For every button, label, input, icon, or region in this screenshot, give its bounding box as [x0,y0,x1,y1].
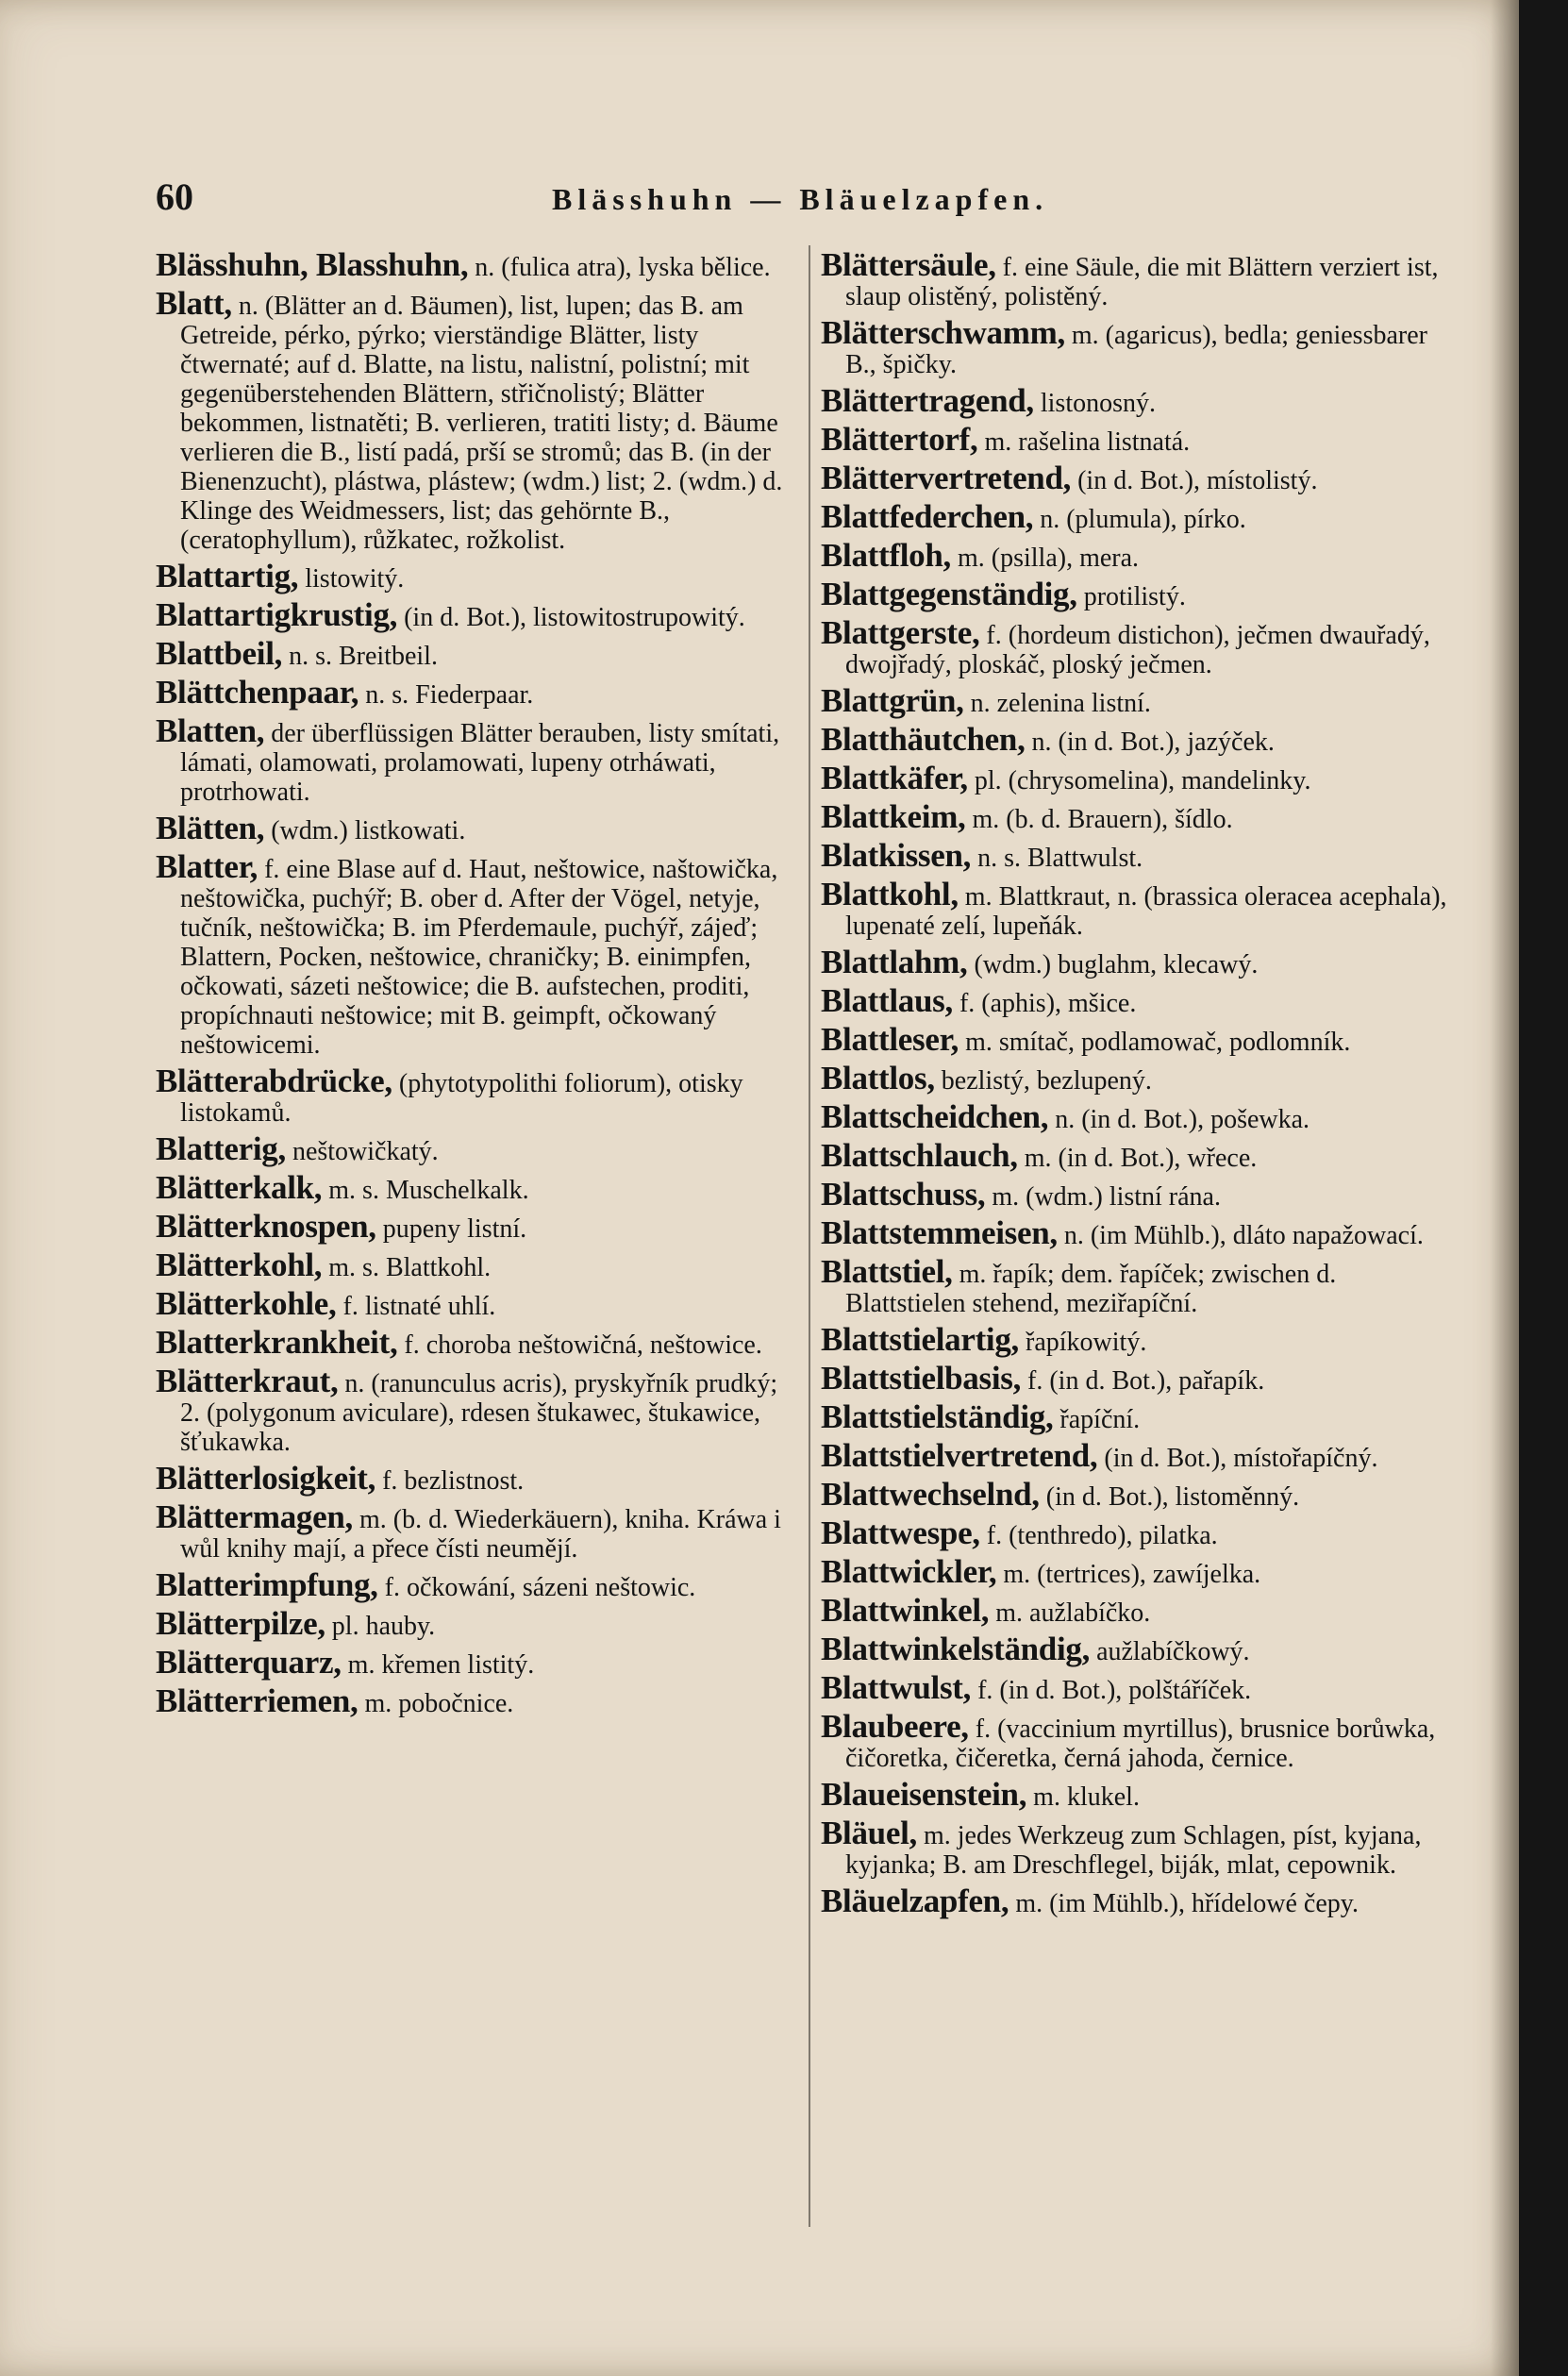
entry-headword: Blatterig, [156,1130,286,1167]
entry-definition: f. (in d. Bot.), polštáříček. [977,1676,1252,1705]
entry-headword: Blaubeere, [821,1708,969,1745]
entry-definition: f. (hordeum distichon), ječmen dwauřadý, dwojřadý, ploskáč, ploský ječmen. [845,621,1430,679]
entry-definition: m. řapík; dem. řapíček; zwischen d. Blattstielen stehend, meziřapíční. [845,1260,1337,1318]
dictionary-entry [821,1060,1462,1096]
entry-definition: m. Blattkraut, n. (brassica oleracea acephala), lupenaté zelí, lupeňák. [845,882,1447,941]
entry-headword: Blattstiel, [821,1253,953,1290]
dictionary-entry [156,810,797,846]
entry-headword: Blattkeim, [821,798,966,835]
dictionary-entry [821,1176,1462,1213]
entry-headword: Blättertragend, [821,382,1034,419]
entry-headword: Blattstielbasis, [821,1360,1022,1397]
entry-headword: Blattartig, [156,558,299,594]
entry-definition: m. rašelina listnatá. [984,427,1191,457]
dictionary-entry [821,1098,1462,1135]
page-edge-shadow [1491,0,1519,2376]
entry-headword: Blattschuss, [821,1176,986,1213]
dictionary-entry [156,1566,797,1603]
entry-definition: řapíkowitý. [1026,1328,1147,1357]
entry-definition: m. (psilla), mera. [957,544,1140,573]
entry-definition: n. (ranunculus acris), pryskyřník prudký; 2. (polygonum aviculare), rdesen štukawec, štukawice, šťukawka. [180,1369,778,1457]
dictionary-entry [156,1363,797,1457]
entry-definition: (wdm.) buglahm, klecawý. [974,950,1259,979]
entry-definition: f. (aphis), mšice. [959,989,1137,1018]
entry-definition: m. aužlabíčko. [995,1598,1151,1628]
entry-definition: m. (im Mühlb.), hřídelowé čepy. [1015,1889,1359,1918]
entry-definition: n. (im Mühlb.), dláto napažowací. [1063,1221,1424,1250]
dictionary-entry [821,1815,1462,1880]
entry-headword: Blatt, [156,285,232,322]
dictionary-entry [821,1398,1462,1435]
entry-headword: Blatten, [156,712,265,749]
dictionary-entry [821,421,1462,458]
entry-headword: Blattstielvertretend, [821,1437,1098,1474]
entry-headword: Blatter, [156,848,259,885]
entry-headword: Blätterkohl, [156,1247,323,1283]
entry-headword: Blattstemmeisen, [821,1214,1058,1251]
entry-definition: m. (wdm.) listní rána. [992,1182,1221,1212]
entry-definition: (in d. Bot.), místořapíčný. [1104,1444,1378,1473]
dictionary-entry [821,1321,1462,1358]
dictionary-entry [821,460,1462,496]
entry-headword: Blätterpilze, [156,1605,325,1642]
entry-definition: n. s. Blattwulst. [977,844,1143,873]
dictionary-entry [821,614,1462,679]
entry-definition: (phytotypolithi foliorum), otisky listokamů. [180,1069,743,1128]
entry-headword: Blattstielartig, [821,1321,1020,1358]
entry-definition: f. bezlistnost. [382,1466,525,1496]
dictionary-entry [156,1130,797,1167]
dictionary-entry [821,1592,1462,1629]
entry-definition: (in d. Bot.), listoměnný. [1045,1482,1300,1512]
dictionary-entry [156,1682,797,1719]
dictionary-entry [156,1169,797,1206]
entry-headword: Blätterkalk, [156,1169,323,1206]
entry-definition: f. (vaccinium myrtillus), brusnice borůwka, čičoretka, čičeretka, černá jahoda, černice. [845,1715,1436,1773]
entry-headword: Blätterlosigkeit, [156,1460,376,1497]
dictionary-entry [821,314,1462,379]
entry-definition: n. (plumula), pírko. [1040,505,1246,534]
dictionary-entry [156,1644,797,1681]
entry-definition: m. (b. d. Wiederkäuern), kniha. Kráwa i wůl knihy mají, a přece čísti neumějí. [180,1505,781,1564]
dictionary-entry [821,1476,1462,1513]
entry-definition: der überflüssigen Blätter berauben, listy smítati, lámati, olamowati, prolamowati, lupeny otrháwati, protrhowati. [180,719,780,807]
dictionary-entry [821,760,1462,796]
entry-definition: f. eine Blase auf d. Haut, neštowice, naštowička, neštowička, puchýř; B. ober d. After der Vögel, netyje, tučník, neštowička; B. im Pferdemaule, puchýř, zájeď; Blattern, Pocken, neštowice, chraničky; B. einimpfen, očkowati, sázeti neštowice; die B. aufstechen, proditi, propíchnauti neštowice; mit B. geimpft, očkowaný neštowicemi. [180,855,778,1060]
entry-headword: Blattkäfer, [821,760,968,796]
entry-headword: Blätterschwamm, [821,314,1065,351]
entry-definition: pl. (chrysomelina), mandelinky. [974,766,1311,795]
entry-headword: Blattleser, [821,1021,959,1058]
entry-definition: pupeny listní. [382,1214,527,1244]
entry-definition: m. (tertrices), zawíjelka. [1003,1560,1261,1589]
entry-definition: řapíční. [1059,1405,1141,1434]
entry-headword: Blattlahm, [821,944,968,980]
dictionary-entry [156,596,797,633]
dictionary-entry [156,1285,797,1322]
dictionary-entry [821,721,1462,758]
entry-definition: listowitý. [305,564,405,594]
dictionary-entry [821,682,1462,719]
entry-headword: Blätterriemen, [156,1682,359,1719]
entry-headword: Blattstielständig, [821,1398,1054,1435]
dictionary-entry [821,1137,1462,1174]
entry-headword: Blattfloh, [821,537,951,574]
dictionary-entry [156,1605,797,1642]
entry-headword: Blattbeil, [156,635,283,672]
page-header [156,175,1467,231]
entry-definition: f. listnaté uhlí. [342,1292,496,1321]
entry-headword: Bläuelzapfen, [821,1882,1009,1919]
dictionary-entry [156,712,797,807]
right-column [821,246,1462,1925]
dictionary-entry [821,1514,1462,1551]
entry-headword: Blattwickler, [821,1553,997,1590]
dictionary-entry [821,1437,1462,1474]
dictionary-entry [156,674,797,711]
entry-headword: Blättchenpaar, [156,674,359,711]
entry-headword: Blätterabdrücke, [156,1063,392,1099]
entry-definition: m. klukel. [1033,1782,1140,1812]
entry-headword: Blätten, [156,810,265,846]
dictionary-entry [821,1882,1462,1919]
entry-headword: Blättertorf, [821,421,978,458]
entry-headword: Blättermagen, [156,1498,353,1535]
entry-definition: m. jedes Werkzeug zum Schlagen, píst, kyjana, kyjanka; B. am Dreschflegel, biják, mlat, cepownik. [845,1821,1422,1880]
entry-headword: Blattlaus, [821,982,953,1019]
entry-headword: Blätterquarz, [156,1644,342,1681]
entry-headword: Blatterkrankheit, [156,1324,398,1361]
entry-definition: f. (in d. Bot.), pařapík. [1027,1366,1265,1396]
entry-definition: aužlabíčkowý. [1096,1637,1250,1666]
dictionary-entry [821,576,1462,612]
entry-definition: m. smítač, podlamowač, podlomník. [965,1028,1351,1057]
page-number: 60 [156,176,193,218]
entry-definition: pl. hauby. [331,1612,436,1641]
dictionary-entry [156,1324,797,1361]
dictionary-entry [821,1360,1462,1397]
entry-definition: f. choroba neštowičná, neštowice. [404,1330,762,1360]
entry-headword: Blattscheidchen, [821,1098,1049,1135]
dictionary-entry [821,1631,1462,1667]
column-divider [809,245,810,2227]
entry-headword: Blässhuhn, Blasshuhn, [156,246,469,283]
dictionary-entry [156,558,797,594]
entry-definition: m. s. Muschelkalk. [328,1176,529,1205]
dictionary-entry [156,848,797,1060]
entry-headword: Blattwespe, [821,1514,980,1551]
entry-definition: n. s. Breitbeil. [289,642,438,671]
entry-definition: listonosný. [1040,389,1156,418]
dictionary-entry [821,1776,1462,1813]
entry-headword: Blattkohl, [821,876,959,912]
dictionary-entry [156,1460,797,1497]
entry-definition: f. očkowání, sázeni neštowic. [384,1573,696,1602]
entry-definition: n. (in d. Bot.), jazýček. [1031,728,1275,757]
dictionary-entry [156,1063,797,1128]
dictionary-entry [821,1669,1462,1706]
running-title: Blässhuhn — Bläuelzapfen. [552,182,1049,216]
entry-definition: neštowičkatý. [292,1137,439,1166]
dictionary-entry [821,876,1462,941]
entry-headword: Blattwulst, [821,1669,972,1706]
entry-headword: Blättervertretend, [821,460,1072,496]
dictionary-entry [821,1708,1462,1773]
entry-definition: (in d. Bot.), listowitostrupowitý. [404,603,745,632]
dictionary-entry [156,1208,797,1245]
dictionary-entry [156,246,797,283]
entry-definition: n. (in d. Bot.), pošewka. [1055,1105,1310,1134]
entry-headword: Blattwechselnd, [821,1476,1040,1513]
dictionary-entry [156,1247,797,1283]
entry-definition: m. pobočnice. [364,1689,514,1718]
entry-definition: m. s. Blattkohl. [328,1253,492,1282]
entry-headword: Blatterimpfung, [156,1566,378,1603]
dictionary-entry [821,1214,1462,1251]
dictionary-entry [821,246,1462,311]
entry-definition: n. (Blätter an d. Bäumen), list, lupen; das B. am Getreide, pérko, pýrko; vierständige Blätter, listy čtwernaté; auf d. Blatte, na listu, nalistní, polistní; mit gegenüberstehenden Blättern, střičnolistý; Blätter bekommen, listnatěti; B. verlieren, tratiti listy; d. Bäume verlieren die B., listí padá, prší se stromů; das B. (in der Bienenzucht), plástwa, plástew; (wdm.) list; 2. (wdm.) d. Klinge des Weidmessers, list; das gehörnte B., (ceratophyllum), růžkatec, rožkolist. [180,292,783,555]
dictionary-entry [821,1253,1462,1318]
entry-definition: f. (tenthredo), pilatka. [986,1521,1218,1550]
entry-definition: m. (agaricus), bedla; geniessbarer B., špičky. [845,321,1427,379]
entry-headword: Blatkissen, [821,837,972,874]
entry-headword: Blattgegenständig, [821,576,1077,612]
dictionary-entry [156,635,797,672]
entry-definition: m. křemen listitý. [347,1650,535,1680]
dictionary-entry [821,798,1462,835]
entry-headword: Blattartigkrustig, [156,596,398,633]
entry-definition: (in d. Bot.), místolistý. [1077,466,1318,495]
dictionary-entry [821,982,1462,1019]
entry-definition: (wdm.) listkowati. [271,816,466,845]
entry-headword: Blattwinkel, [821,1592,990,1629]
entry-headword: Blattwinkelständig, [821,1631,1091,1667]
dictionary-entry [156,285,797,555]
entry-definition: n. s. Fiederpaar. [365,680,534,710]
entry-headword: Blättersäule, [821,246,996,283]
dictionary-entry [821,537,1462,574]
entry-headword: Blattschlauch, [821,1137,1018,1174]
entry-headword: Blattlos, [821,1060,935,1096]
dictionary-entry [821,498,1462,535]
entry-headword: Bläuel, [821,1815,917,1851]
entry-definition: f. eine Säule, die mit Blättern verziert ist, slaup olistěný, polistěný. [845,253,1439,311]
entry-headword: Blätterkraut, [156,1363,339,1399]
dictionary-entry [821,1553,1462,1590]
entry-headword: Blätterknospen, [156,1208,376,1245]
entry-definition: n. (fulica atra), lyska bělice. [475,253,771,282]
dictionary-entry [821,944,1462,980]
dictionary-entry [821,837,1462,874]
entry-headword: Blattgrün, [821,682,964,719]
entry-headword: Blaueisenstein, [821,1776,1027,1813]
entry-definition: n. zelenina listní. [970,689,1151,718]
entry-headword: Blattfederchen, [821,498,1034,535]
entry-definition: bezlistý, bezlupený. [941,1066,1152,1096]
entry-definition: m. (in d. Bot.), wřece. [1024,1144,1258,1173]
entry-headword: Blätterkohle, [156,1285,337,1322]
entry-definition: protilistý. [1083,582,1186,611]
dictionary-entry [821,382,1462,419]
entry-headword: Blattgerste, [821,614,980,651]
entry-headword: Blatthäutchen, [821,721,1026,758]
entry-definition: m. (b. d. Brauern), šídlo. [972,805,1233,834]
dictionary-entry [821,1021,1462,1058]
dictionary-entry [156,1498,797,1564]
left-column [156,246,797,1725]
